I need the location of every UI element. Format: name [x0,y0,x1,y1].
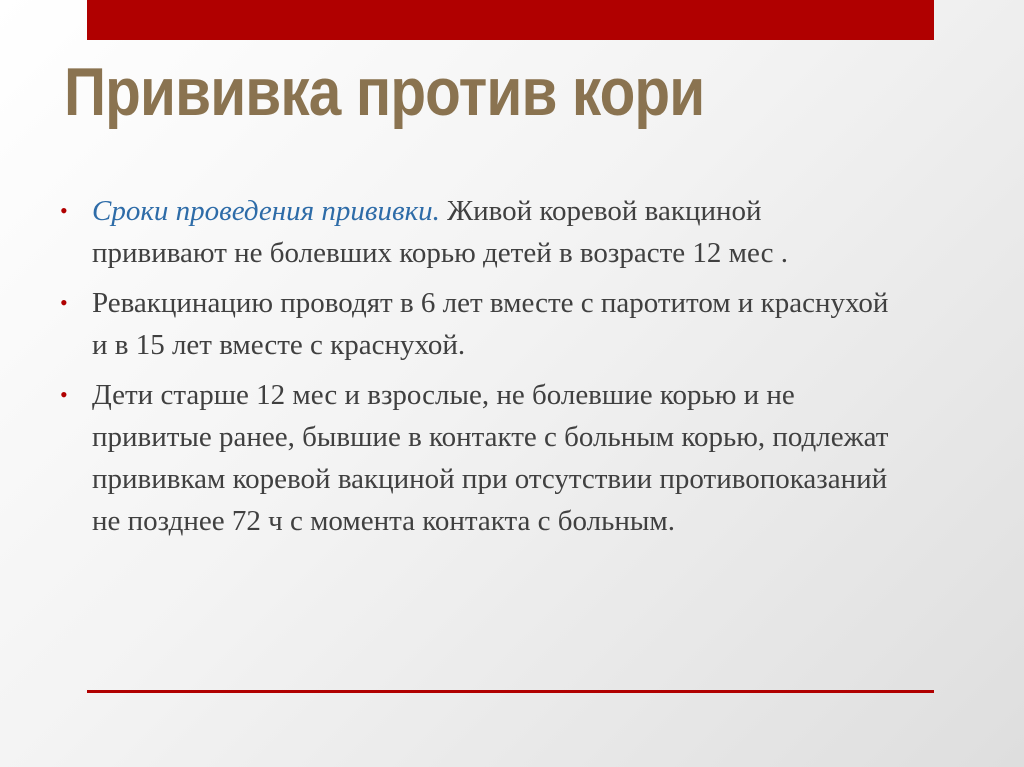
bullet-item [60,190,890,274]
bullet-item [60,282,890,366]
bullet-dot-icon: • [60,290,68,315]
top-accent-bar [87,0,934,40]
bullet-text: Живой коревой вакциной прививают не болевших корью детей в возрасте 12 мес . [92,195,788,269]
bottom-accent-line [87,690,934,693]
bullet-text: Ревакцинацию проводят в 6 лет вместе с паротитом и краснухой и в 15 лет вместе с краснухой. [92,287,889,361]
bullet-highlight-text: Сроки проведения прививки. [92,195,440,227]
bullet-dot-icon: • [60,198,68,223]
bullet-item [60,374,890,542]
bullet-dot-icon: • [60,382,68,407]
slide-title: Прививка против кори [64,54,705,130]
bullet-list [60,190,890,550]
bullet-text: Дети старше 12 мес и взрослые, не болевшие корью и не привитые ранее, бывшие в контакте с больным корью, подлежат прививкам коревой вакциной при отсутствии противопоказаний не позднее 72 ч с момента контакта с больным. [92,379,889,537]
